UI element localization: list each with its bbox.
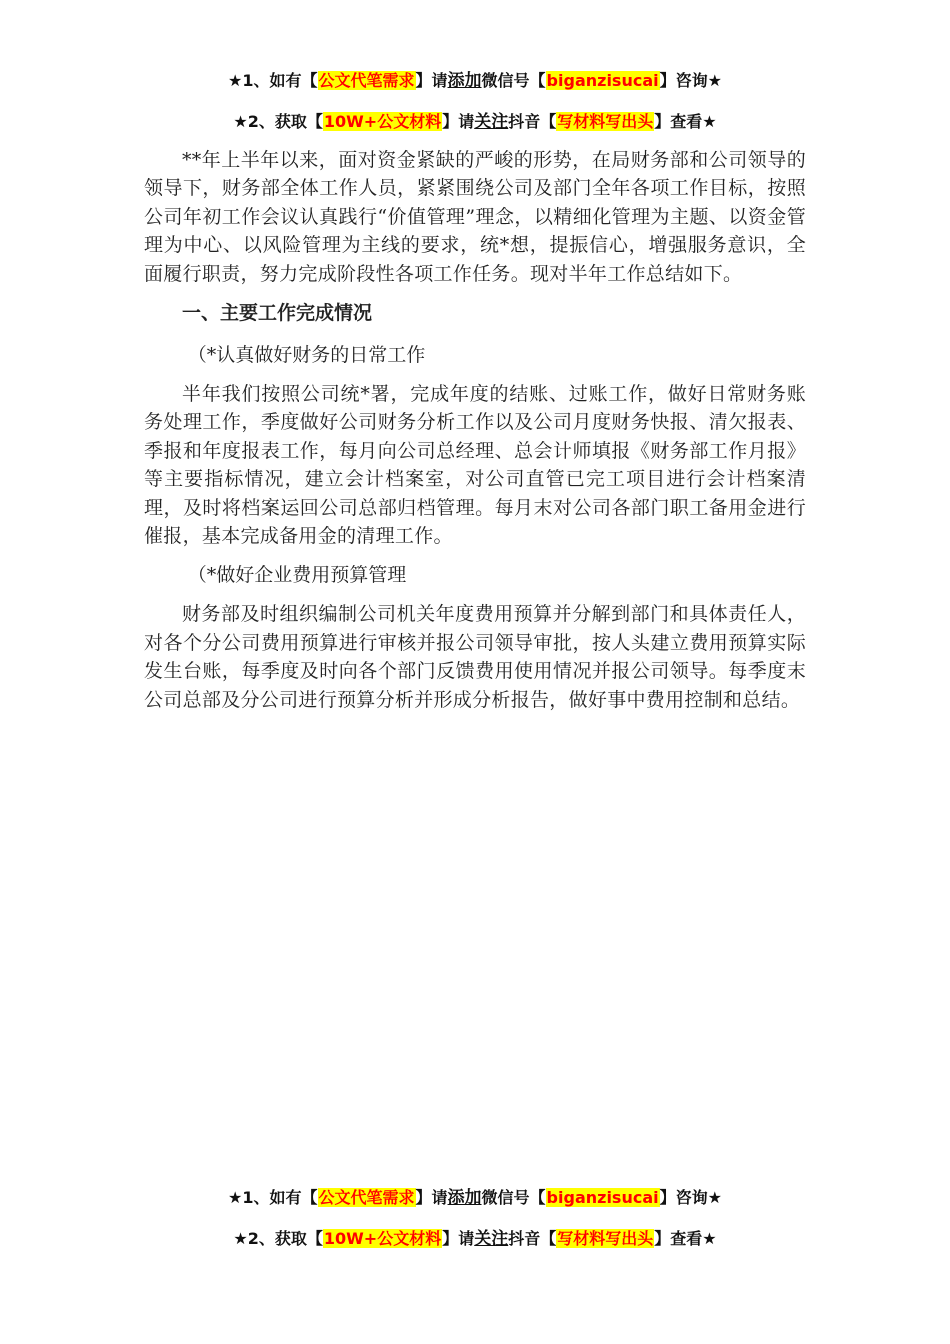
banner-highlight: 公文代笔需求 <box>318 1188 415 1207</box>
banner-highlight: biganzisucai <box>546 71 659 90</box>
banner-prefix: ★2、获取【 <box>233 112 323 131</box>
banner-text: 微信号【 <box>481 1188 546 1207</box>
banner-suffix: 】查看★ <box>654 1229 717 1248</box>
top-banner-line-1 <box>0 70 950 92</box>
top-banner-line-2 <box>0 111 950 133</box>
banner-highlight: biganzisucai <box>546 1188 659 1207</box>
banner-underlined: 关注 <box>474 1229 509 1249</box>
document-body <box>144 146 806 724</box>
banner-text: 抖音【 <box>508 112 557 131</box>
banner-suffix: 】咨询★ <box>659 71 722 90</box>
bottom-banner-line-1 <box>0 1187 950 1209</box>
banner-text: 】请 <box>415 71 448 90</box>
bottom-banner-line-2 <box>0 1228 950 1250</box>
banner-underlined: 关注 <box>474 112 509 132</box>
banner-highlight: 公文代笔需求 <box>318 71 415 90</box>
banner-text: 抖音【 <box>508 1229 557 1248</box>
subsection-paragraph: 半年我们按照公司统*署，完成年度的结账、过账工作，做好日常财务账务处理工作，季度做好公司财务分析工作以及公司月度财务快报、清欠报表、季报和年度报表工作，每月向公司总经理、总会计师填报《财务部工作月报》等主要指标情况，建立会计档案室，对公司直管已完工项目进行会计档案清理，及时将档案运回公司总部归档管理。每月末对公司各部门职工备用金进行催报，基本完成备用金的清理工作。 <box>144 383 806 548</box>
banner-text: 】请 <box>415 1188 448 1207</box>
banner-text: 微信号【 <box>481 71 546 90</box>
subsection-heading: （*认真做好财务的日常工作 <box>187 344 426 367</box>
banner-highlight: 写材料写出头 <box>557 1229 654 1248</box>
banner-prefix: ★1、如有【 <box>228 71 318 90</box>
banner-suffix: 】咨询★ <box>659 1188 722 1207</box>
banner-underlined: 添加 <box>447 71 482 91</box>
subsection-paragraph: 财务部及时组织编制公司机关年度费用预算并分解到部门和具体责任人，对各个分公司费用预算进行审核并报公司领导审批，按人头建立费用预算实际发生台账，每季度及时向各个部门反馈费用使用情况并报公司领导。每季度末公司总部及分公司进行预算分析并形成分析报告，做好事中费用控制和总结。 <box>144 603 806 711</box>
intro-paragraph: **年上半年以来，面对资金紧缺的严峻的形势，在局财务部和公司领导的领导下，财务部全体工作人员，紧紧围绕公司及部门全年各项工作目标，按照公司年初工作会议认真践行“价值管理”理念，以精细化管理为主题、以资金管理为中心、以风险管理为主线的要求，统*想，提振信心，增强服务意识，全面履行职责，努力完成阶段性各项工作任务。现对半年工作总结如下。 <box>144 149 806 285</box>
banner-highlight: 10W+公文材料 <box>323 112 442 131</box>
banner-prefix: ★2、获取【 <box>233 1229 323 1248</box>
banner-highlight: 10W+公文材料 <box>323 1229 442 1248</box>
banner-highlight: 写材料写出头 <box>557 112 654 131</box>
banner-prefix: ★1、如有【 <box>228 1188 318 1207</box>
banner-suffix: 】查看★ <box>654 112 717 131</box>
section-heading: 一、主要工作完成情况 <box>182 302 373 325</box>
banner-text: 】请 <box>442 1229 475 1248</box>
subsection-heading: （*做好企业费用预算管理 <box>187 564 407 587</box>
banner-underlined: 添加 <box>447 1188 482 1208</box>
banner-text: 】请 <box>442 112 475 131</box>
